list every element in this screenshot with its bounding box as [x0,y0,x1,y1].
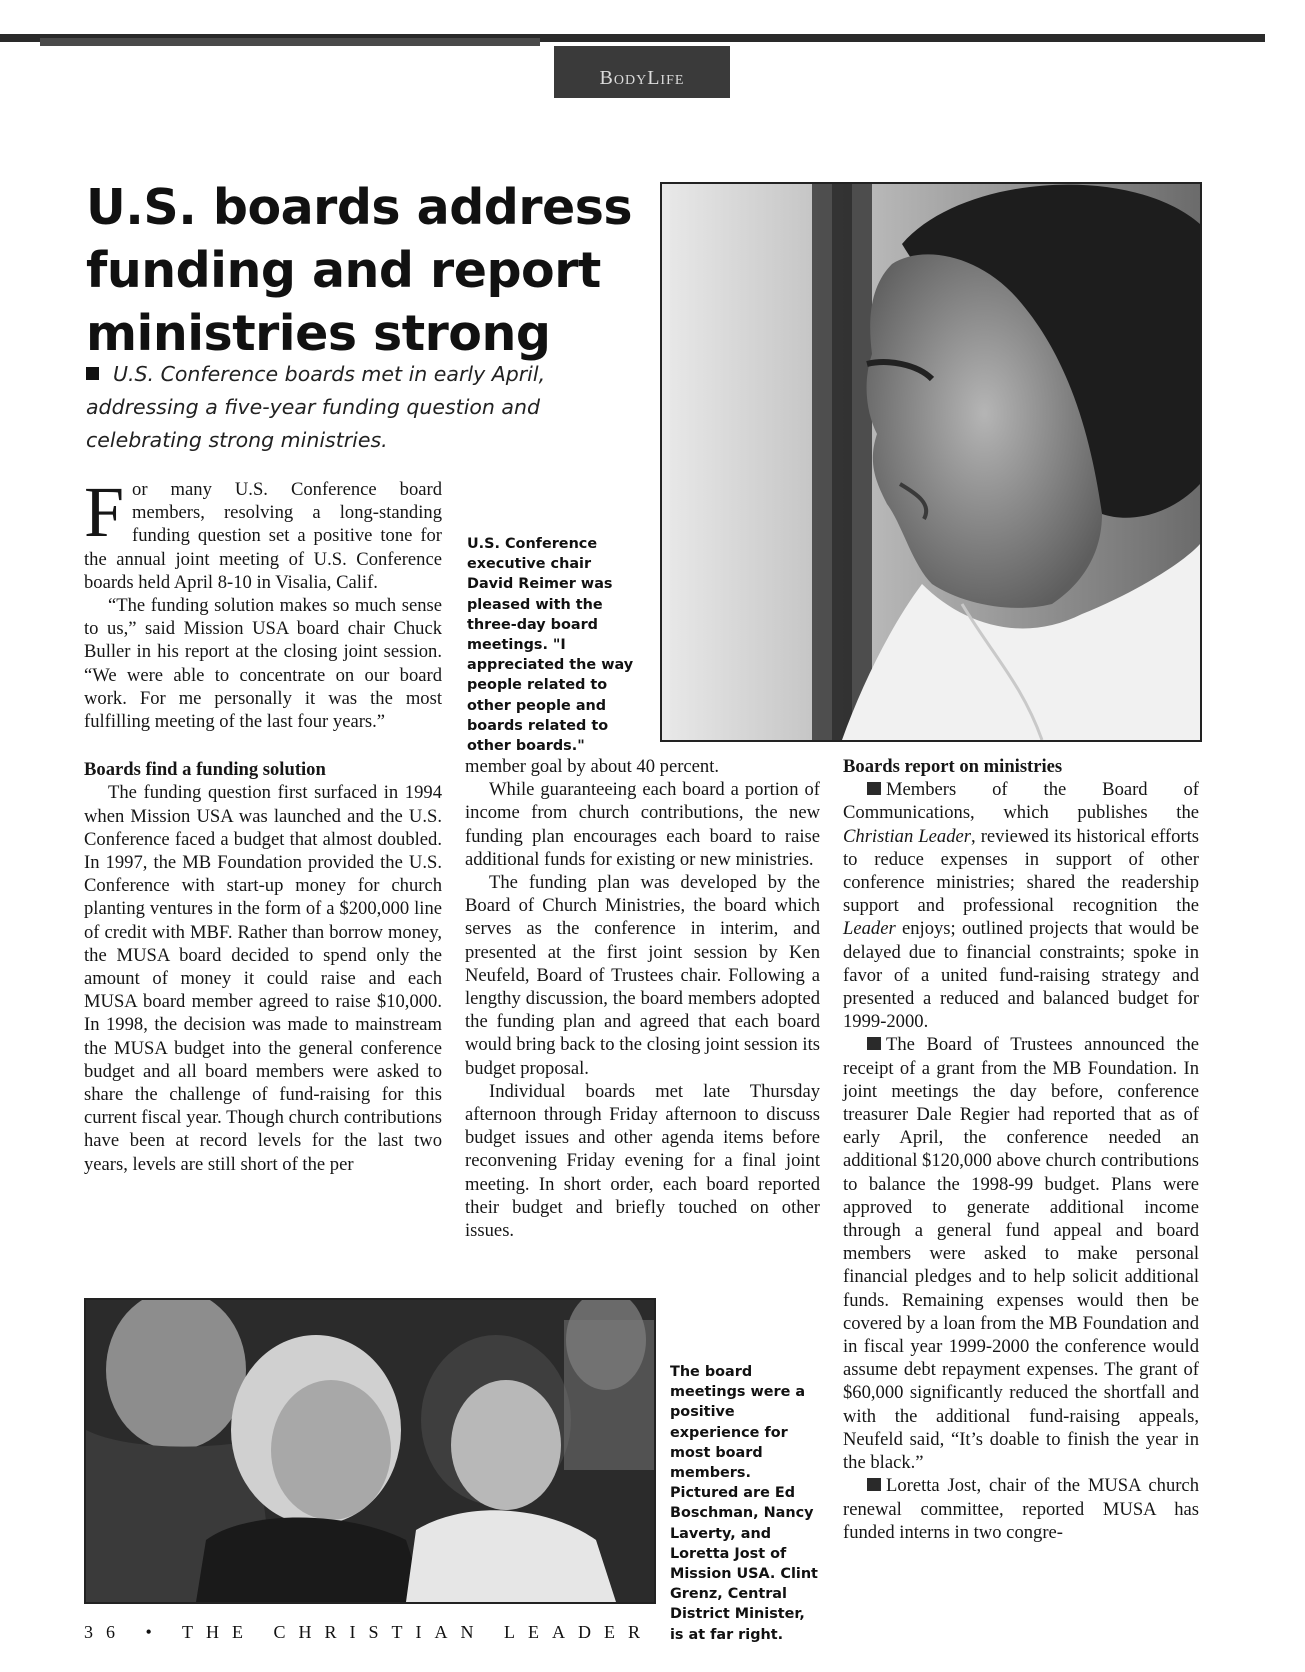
photo-reimer-illustration [662,184,1200,740]
col2-paragraph-1: member goal by about 40 percent. [465,756,720,777]
section-tag: BodyLife [554,46,730,98]
photo-board-members [84,1298,656,1604]
col3-paragraph-3: Loretta Jost, chair of the MUSA church renewal committee, reported MUSA has funded interns in two congre- [843,1475,1199,1543]
col2-paragraph-2: While guaranteeing each board a portion of income from church contributions, the new funding plan encourages each board to raise additional funds for existing or new ministries. [465,779,820,870]
drop-cap: F [84,472,125,552]
photo-group-illustration [86,1300,654,1602]
col2-paragraph-3: The funding plan was developed by the Board of Church Ministries, the board which serves as the conference in interim, and presented at the first joint session by Ken Neufeld, Board of Trustees chair. Following a lengthy discussion, the board members adopted the funding plan and agreed that each board would bring back to the closing joint session its budget proposal. [465,872,820,1079]
col3-paragraph-2: The Board of Trustees announced the receipt of a grant from the MB Foundation. In joint meetings the day before, conference treasurer Dale Regier had reported that as of early April, the conference needed an additional $120,000 above church contributions to balance the 1998-99 budget. Plans were approved to generate additional income through a general fund appeal and board members were asked to make personal financial pledges and to help solicit additional funds. Remaining expenses would then be covered by a loan from the MB Foundation and in fiscal year 1999-2000 the conference would assume debt repayment expenses. The grant of $60,000 significantly reduced the shortfall and with the additional fund-raising appeals, Neufeld said, “It’s doable to finish the year in the black.” [843,1034,1199,1474]
col3-paragraph-1: Members of the Board of Communications, which publishes the Christian Leader, reviewed its historical efforts to reduce expenses in support of other conference ministries; shared the readership support and professional recognition the Leader enjoys; outlined projects that would be delayed due to financial constraints; spoke in favor of a united fund-raising strategy and presented a reduced and balanced budget for 1999-2000. [843,779,1199,1033]
column-1 [84,472,442,1176]
column-2 [465,755,820,1242]
col2-paragraph-4: Individual boards met late Thursday afternoon through Friday afternoon to discuss budget issues and other agenda items before reconvening Friday evening for a final joint meeting. In short order, each board reported their budget and briefly touched on other issues. [465,1080,820,1242]
top-rule-accent [40,38,540,46]
deck-text: U.S. Conference boards met in early April, addressing a five-year funding question and celebrating strong ministries. [86,362,546,452]
column-3 [843,755,1199,1544]
subhead-funding-solution: Boards find a funding solution [84,759,326,781]
deck [86,358,556,457]
bullet-square-icon [867,782,881,795]
page-footer: 36 • THE CHRISTIAN LEADER [84,1622,653,1642]
col1-paragraph-1 [84,472,442,594]
deck-bullet-icon [86,367,99,380]
headline: U.S. boards address funding and report ministries strong [86,179,633,362]
col1-paragraph-2: “The funding solution makes so much sense to us,” said Mission USA board chair Chuck Buller in his report at the closing joint session. “We were able to concentrate on our board work. For me personally it was the most fulfilling meeting of the last four years.” [84,595,442,733]
bullet-square-icon [867,1037,881,1050]
photo1-caption: U.S. Conference executive chair David Reimer was pleased with the three-day board meetings. "I appreciated the way people related to other people and boards related to other boards." [467,536,634,755]
subhead-boards-report: Boards report on ministries [843,756,1063,777]
photo2-caption: The board meetings were a positive experience for most board members. Pictured are Ed Boschman, Nancy Laverty, and Loretta Jost of Mission USA. Clint Grenz, Central District Minister, is at far right. [670,1364,818,1643]
photo-david-reimer [660,182,1202,742]
bullet-square-icon [867,1478,881,1491]
col1-paragraph-3: The funding question first surfaced in 1994 when Mission USA was launched and the U.S. Conference faced a budget that almost doubled. In 1997, the MB Foundation provided the U.S. Conference with start-up money for church planting ventures in the form of a $200,000 line of credit with MBF. Rather than borrow money, the MUSA board decided to spend only the amount of money it could raise and each MUSA board member agreed to raise $10,000. In 1998, the decision was made to mainstream the MUSA budget into the general conference budget and all board members were asked to share the challenge of fund-raising for this current fiscal year. Though church contributions have been at record levels for the last two years, levels are still short of the per [84,782,442,1175]
col1-paragraph-1-text: or many U.S. Conference board members, resolving a long-standing funding question set a positive tone for the annual joint meeting of U.S. Conference boards held April 8-10 in Visalia, Calif. [84,479,442,593]
